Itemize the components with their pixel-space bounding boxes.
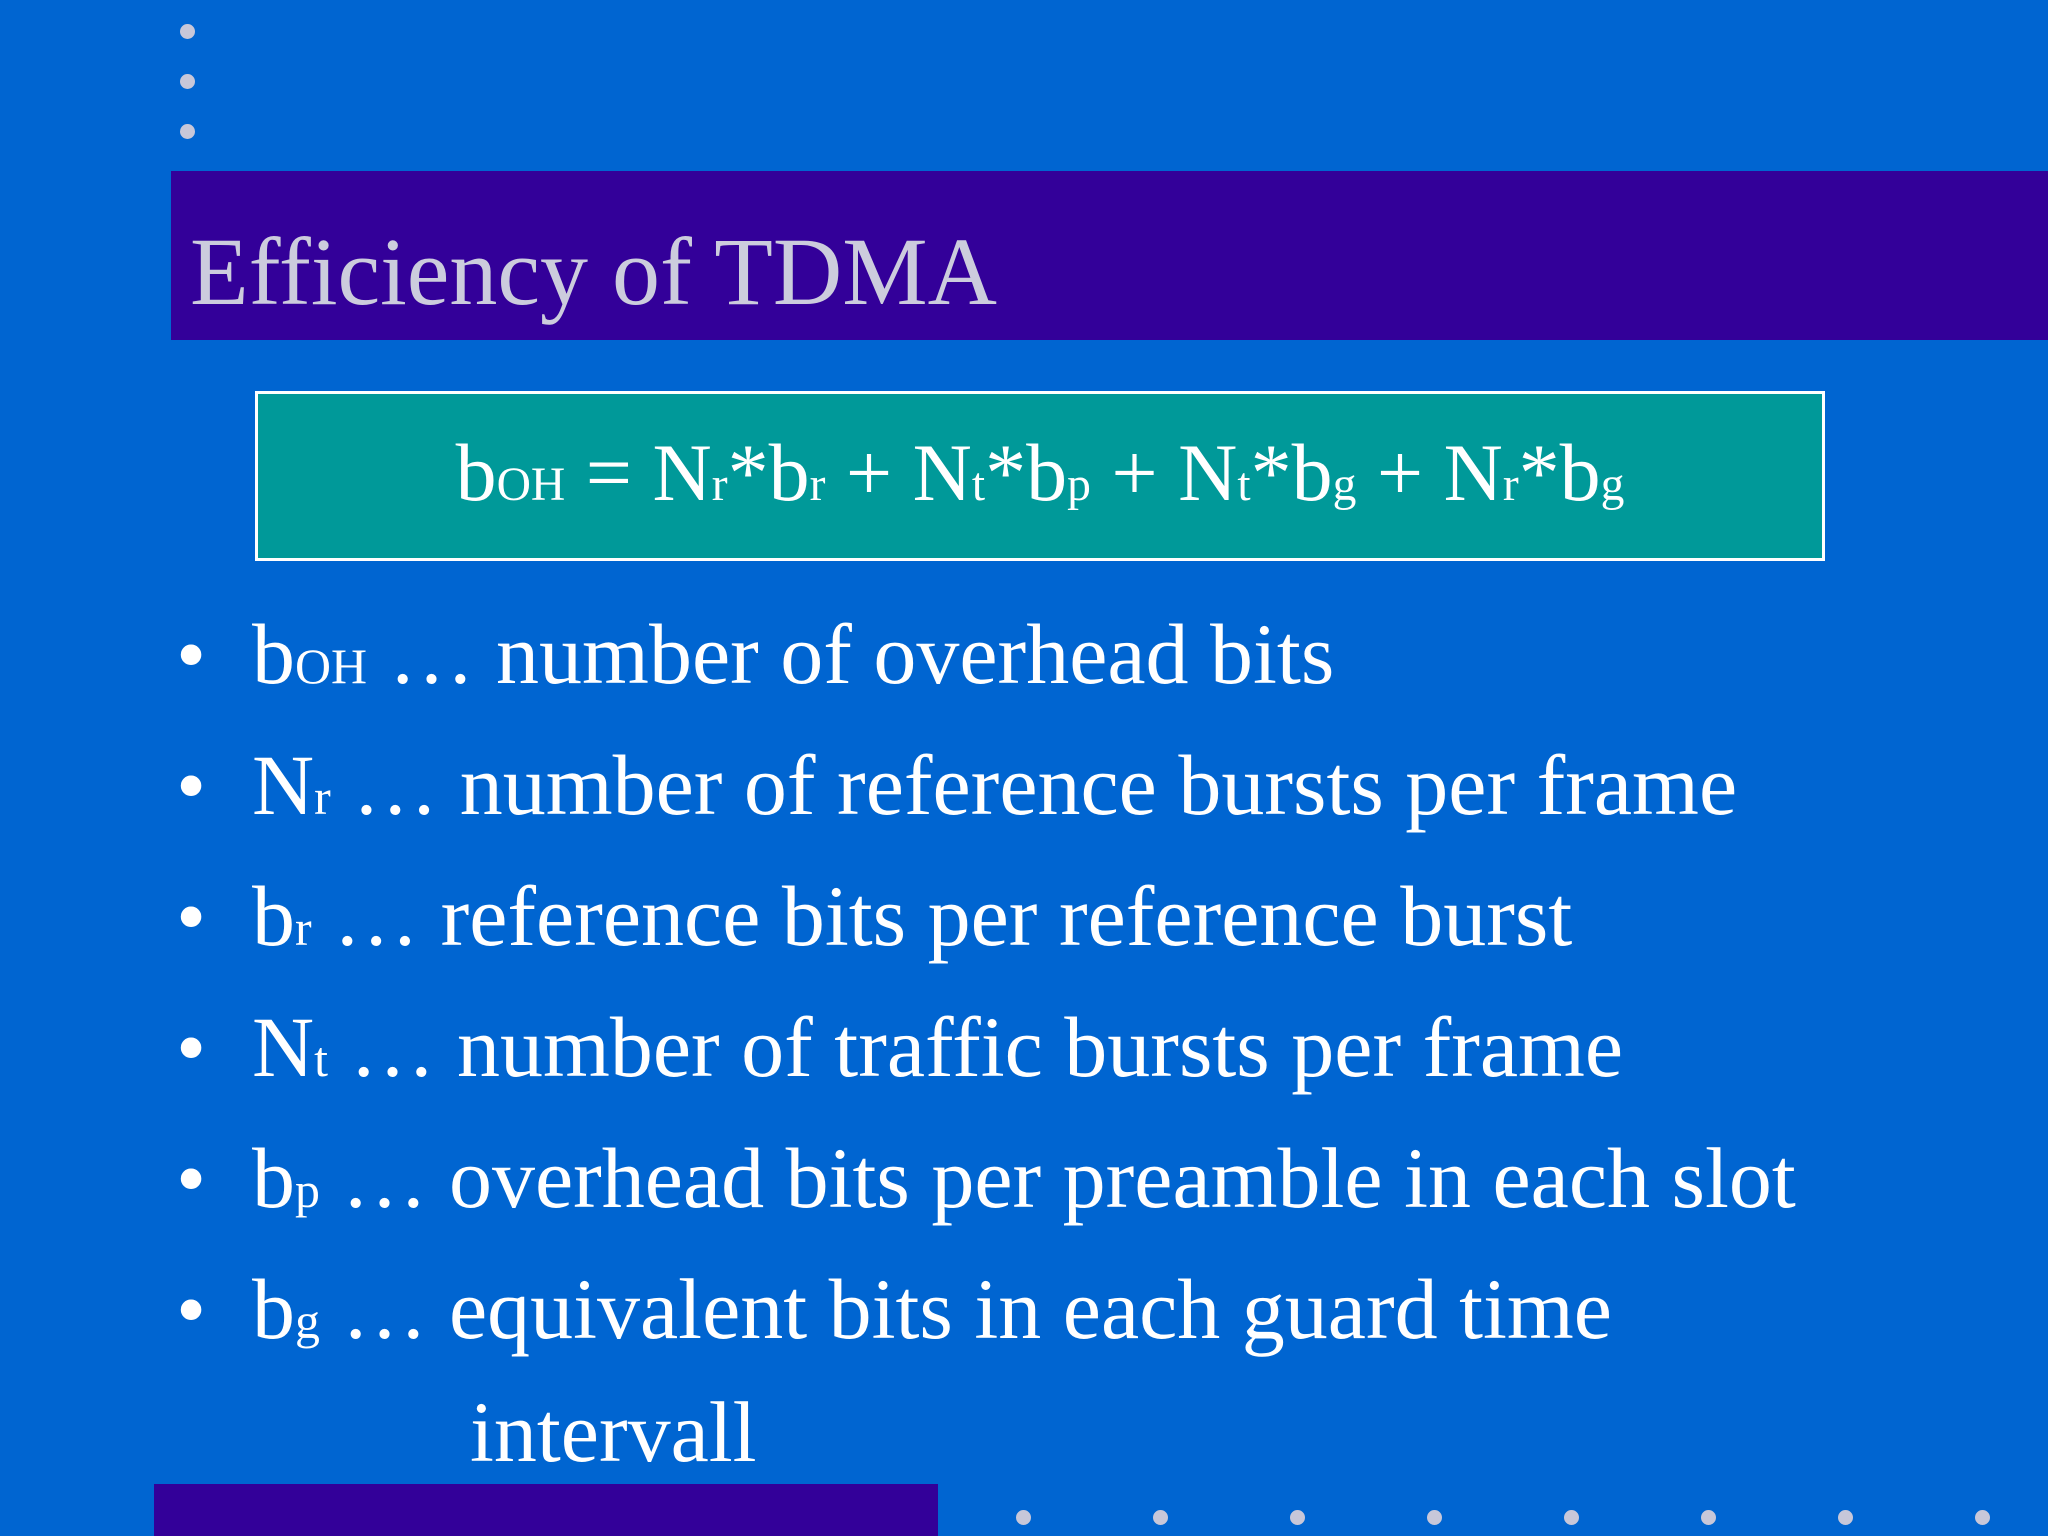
decorative-dot (1838, 1510, 1853, 1525)
bullet-subscript: p (295, 1163, 320, 1218)
bullet-symbol: N (252, 999, 315, 1095)
decorative-dots-bottom (1016, 1510, 2048, 1526)
formula-text: = N (565, 427, 712, 518)
formula (456, 423, 1625, 535)
bullet-description: … number of traffic bursts per frame (327, 999, 1624, 1095)
bullet-description: … number of overhead bits (367, 606, 1335, 702)
bullet-text (252, 1249, 1612, 1382)
formula-subscript: OH (496, 459, 566, 511)
formula-text: b (455, 427, 497, 518)
decorative-dot (1975, 1510, 1990, 1525)
bullet-symbol: b (252, 1130, 295, 1226)
bullet-description: … equivalent bits in each guard time (319, 1261, 1612, 1357)
bullet-subscript: r (314, 770, 331, 825)
bullet-subscript: g (295, 1294, 320, 1349)
formula-box (255, 391, 1825, 561)
formula-text: *b (985, 427, 1068, 518)
list-item (176, 725, 2036, 856)
formula-subscript: r (711, 459, 728, 511)
bullet-text (252, 594, 1334, 727)
bullet-text (252, 987, 1623, 1120)
decorative-dot (1016, 1510, 1031, 1525)
bullet-description: … overhead bits per preamble in each slot (319, 1130, 1796, 1226)
decorative-dot (1564, 1510, 1579, 1525)
formula-subscript: g (1332, 459, 1357, 511)
formula-text: *b (1518, 427, 1601, 518)
bullet-marker: • (176, 1130, 207, 1226)
bullet-description: … reference bits per reference burst (311, 868, 1573, 964)
decorative-dots-left (180, 24, 196, 174)
bullet-description: … number of reference bursts per frame (330, 737, 1738, 833)
decorative-dot (1290, 1510, 1305, 1525)
formula-text: + N (1356, 427, 1503, 518)
bullet-subscript: OH (295, 639, 368, 694)
slide-title: Efficiency of TDMA (190, 218, 997, 325)
decorative-dot (1701, 1510, 1716, 1525)
formula-subscript: t (1237, 459, 1251, 511)
formula-text: *b (727, 427, 810, 518)
bullet-text (252, 725, 1737, 858)
bullet-symbol: b (252, 1261, 295, 1357)
bullet-symbol: b (252, 606, 295, 702)
bullet-list (176, 594, 2036, 1380)
formula-text: + N (1090, 427, 1238, 518)
bullet-marker: • (176, 606, 207, 702)
bullet-text (252, 1118, 1796, 1251)
bullet-continuation: intervall (470, 1384, 757, 1480)
list-item (176, 987, 2036, 1118)
formula-subscript: r (809, 459, 826, 511)
list-item (176, 594, 2036, 725)
bullet-symbol: N (252, 737, 315, 833)
bullet-marker: • (176, 999, 207, 1095)
bullet-symbol: b (252, 868, 295, 964)
formula-subscript: r (1502, 459, 1519, 511)
bullet-text (252, 856, 1572, 989)
formula-text: *b (1250, 427, 1333, 518)
bullet-marker: • (176, 1261, 207, 1357)
decorative-dot (1153, 1510, 1168, 1525)
list-item (176, 856, 2036, 987)
decorative-dot (180, 74, 195, 89)
decorative-dot (180, 24, 195, 39)
bullet-marker: • (176, 737, 207, 833)
decorative-dot (180, 124, 195, 139)
formula-subscript: t (971, 459, 986, 511)
bullet-subscript: r (295, 901, 312, 956)
formula-text: + N (825, 427, 972, 518)
formula-subscript: p (1067, 459, 1091, 511)
decorative-dot (1427, 1510, 1442, 1525)
bottom-band (154, 1484, 938, 1536)
formula-subscript: g (1600, 459, 1625, 511)
bullet-marker: • (176, 868, 207, 964)
bullet-subscript: t (314, 1032, 328, 1087)
list-item (176, 1118, 2036, 1249)
list-item (176, 1249, 2036, 1380)
